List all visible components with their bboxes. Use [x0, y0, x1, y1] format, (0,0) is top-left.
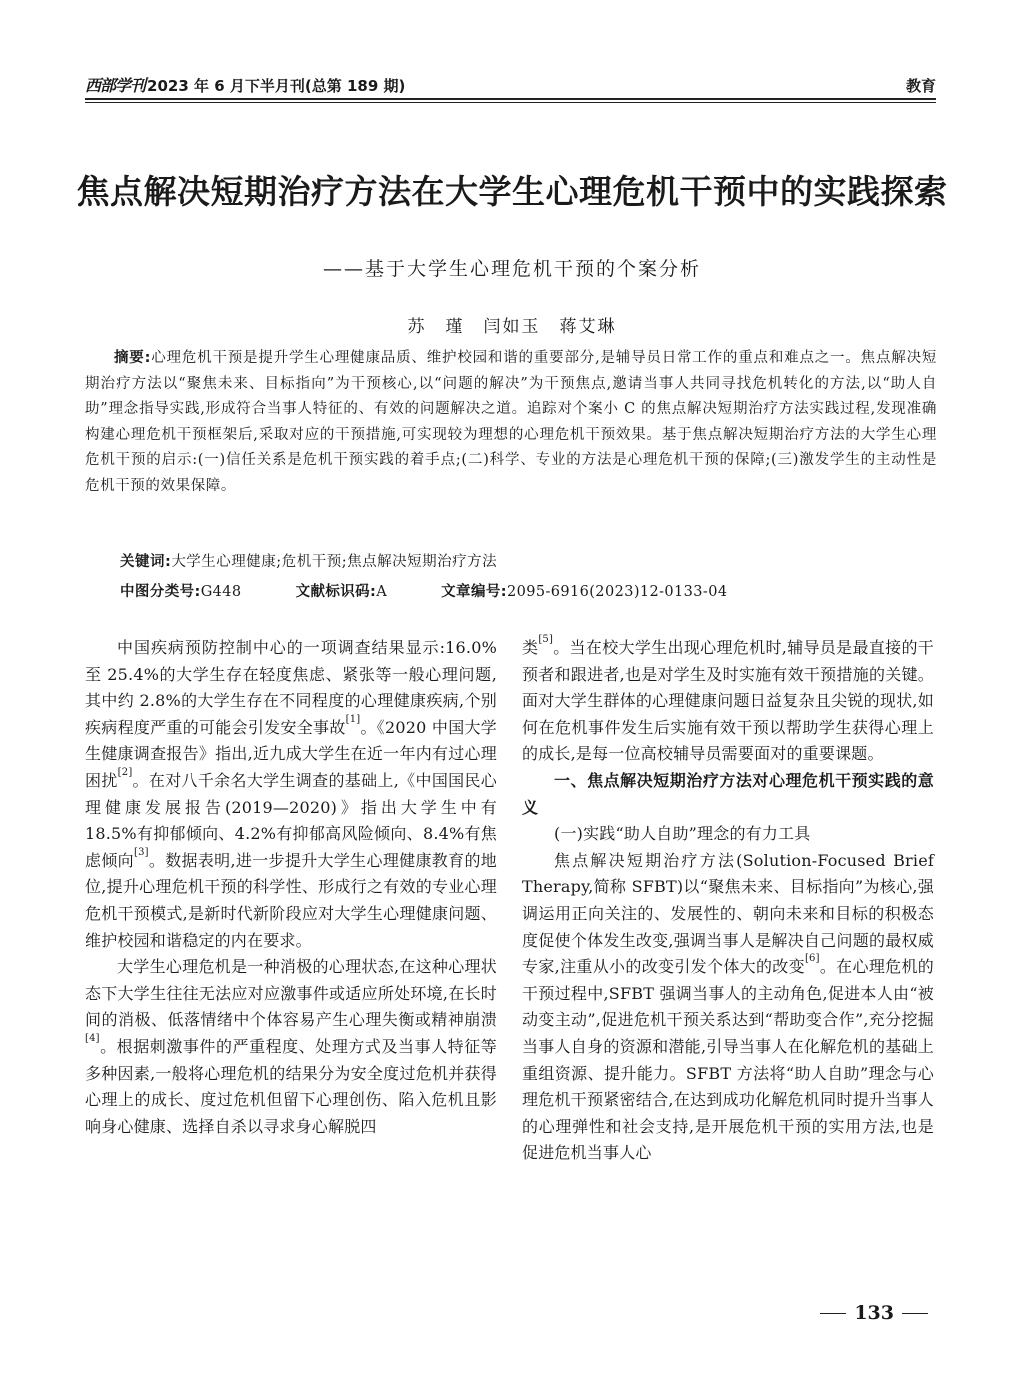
clc-number — [120, 580, 242, 601]
dash-right — [902, 1313, 928, 1314]
paragraph: 焦点解决短期治疗方法(Solution-Focused Brief Therapy,简称 SFBT)以“聚焦未来、目标指向”为核心,强调运用正向关注的、发展性的、朝向未来和目标的积极态度促使个体发生改变,强调当事人是解决自己问题的最权威专家,注重从小的改变引发个体大的改变[6]。在心理危机的干预过程中,SFBT 强调当事人的主动角色,促进本人由“被动变主动”,促进危机干预关系达到“帮助变合作”,充分挖掘当事人自身的资源和潜能,引导当事人在化解危机的基础上重组资源、提升能力。SFBT 方法将“助人自助”理念与心理危机干预紧密结合,在达到成功化解危机同时提升当事人的心理弹性和社会支持,是开展危机干预的实用方法,也是促进危机当事人心 — [522, 850, 934, 1163]
art-label: 文章编号: — [441, 584, 507, 600]
doc-value: A — [376, 584, 388, 600]
clc-label: 中图分类号: — [120, 584, 201, 600]
running-header — [85, 72, 936, 96]
section-label: 教育 — [905, 77, 936, 95]
abstract-label: 摘要: — [114, 350, 152, 366]
citation: [6] — [804, 953, 820, 965]
doc-label: 文献标识码: — [295, 584, 377, 600]
journal-logo: 西部学刊 — [85, 76, 146, 95]
keywords-text: 大学生心理健康;危机干预;焦点解决短期治疗方法 — [171, 554, 498, 570]
issue-info: 2023 年 6 月下半月刊(总第 189 期) — [147, 77, 406, 95]
abstract — [85, 346, 937, 499]
article-title: 焦点解决短期治疗方法在大学生心理危机干预中的实践探索 — [76, 172, 948, 211]
citation: [1] — [345, 713, 361, 725]
paragraph: 类[5]。当在校大学生出现心理危机时,辅导员是最直接的干预者和跟进者,也是对学生及时实施有效干预措施的关键。面对大学生群体的心理健康问题日益复杂且尖锐的现状,如何在危机事件发生后实施有效干预以帮助学生获得心理上的成长,是每一位高校辅导员需要面对的重要课题。 — [522, 634, 934, 764]
keywords — [120, 550, 497, 571]
dash-left — [820, 1313, 846, 1314]
citation: [2] — [117, 766, 133, 778]
citation: [4] — [85, 1032, 100, 1044]
header-rule-thin — [85, 102, 936, 103]
page-number-text: 133 — [854, 1302, 894, 1324]
section-heading: 一、焦点解决短期治疗方法对心理危机干预实践的意义 — [522, 770, 934, 817]
authors: 苏 瑾 闫如玉 蒋艾琳 — [407, 317, 617, 337]
keywords-label: 关键词: — [120, 554, 172, 570]
doc-code — [296, 580, 388, 601]
body-column-right — [522, 635, 934, 1167]
body-column-left — [85, 635, 497, 1140]
classification-line — [120, 580, 781, 601]
header-rule — [85, 98, 936, 100]
art-value: 2095-6916(2023)12-0133-04 — [506, 584, 728, 600]
citation: [3] — [133, 846, 149, 858]
article-subtitle: ——基于大学生心理危机干预的个案分析 — [322, 258, 701, 280]
abstract-text: 心理危机干预是提升学生心理健康品质、维护校园和谐的重要部分,是辅导员日常工作的重点和难点之一。焦点解决短期治疗方法以“聚焦未来、目标指向”为干预核心,以“问题的解决”为干预焦点,邀请当事人共同寻找危机转化的方法,以“助人自助”理念指导实践,形成符合当事人特征的、有效的问题解决之道。追踪对个案小 C 的焦点解决短期治疗方法实践过程,发现准确构建心理危机干预框架后,采取对应的干预措施,可实现较为理想的心理危机干预效果。基于焦点解决短期治疗方法的大学生心理危机干预的启示:(一)信任关系是危机干预实践的着手点;(二)科学、专业的方法是心理危机干预的保障;(三)激发学生的主动性是危机干预的效果保障。 — [85, 350, 937, 494]
paragraph: 大学生心理危机是一种消极的心理状态,在这种心理状态下大学生往往无法应对应激事件或适应所处环境,在长时间的消极、低落情绪中个体容易产生心理失衡或精神崩溃[4]。根据刺激事件的严重程度、处理方式及当事人特征等多种因素,一般将心理危机的结果分为安全度过危机并获得心理上的成长、度过危机但留下心理创伤、陷入危机且影响身心健康、选择自杀以寻求身心解脱四 — [85, 957, 497, 1136]
citation: [5] — [538, 634, 554, 645]
header-left — [85, 73, 405, 96]
article-number — [441, 580, 727, 601]
clc-value: G448 — [200, 584, 242, 600]
subsection-heading: (一)实践“助人自助”理念的有力工具 — [554, 824, 811, 844]
paragraph: 中国疾病预防控制中心的一项调查结果显示:16.0%至 25.4%的大学生存在轻度焦虑、紧张等一般心理问题,其中约 2.8%的大学生存在不同程度的心理健康疾病,个别疾病程度严重的可能会引发安全事故[1]。《2020 中国大学生健康调查报告》指出,近九成大学生在近一年内有过心理困扰[2]。在对八千余名大学生调查的基础上,《中国国民心理健康发展报告(2019—2020)》指出大学生中有 18.5%有抑郁倾向、4.2%有抑郁高风险倾向、8.4%有焦虑倾向[3]。数据表明,进一步提升大学生心理健康教育的地位,提升心理危机干预的科学性、形成行之有效的专业心理危机干预模式,是新时代新阶段应对大学生心理健康问题、维护校园和谐稳定的内在要求。 — [85, 638, 497, 950]
page-number — [812, 1302, 936, 1324]
